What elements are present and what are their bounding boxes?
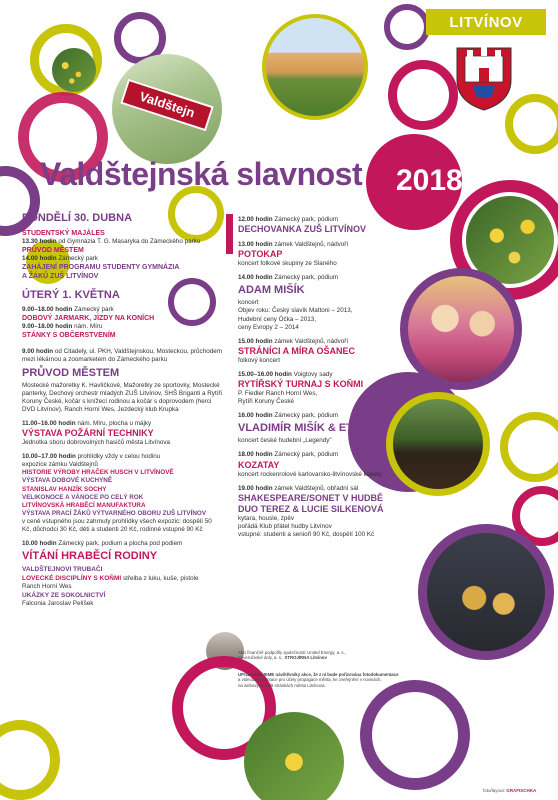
event-title: RYTÍŘSKÝ TURNAJ S KOŇMI [238,379,364,390]
event-place: Zámecký park, pódium [274,451,339,459]
page-title: Valdštejnská slavnost [40,156,363,192]
event-dechovanka [238,216,416,235]
event-turnaj [238,371,416,406]
event-title: STRÁNÍCI A MÍRA OŠANEC [238,345,355,356]
year-label: 2018 [396,164,463,197]
event-title: DOBOVÝ JARMARK, JÍZDY NA KONÍCH [22,315,155,323]
exhibit-item: HISTORIE VÝROBY HRAČEK HUSCH V LITVÍNOVĚ [22,469,174,477]
decor-ring-pink-large [388,60,458,130]
event-description: koncert rockenrolové karlovarsko-litvínovské kapely [238,470,382,478]
event-description: Mostecké mažoretky K. Havlíčkové, Mažoretky ze sportovky, Mostecké panterky, Dechový orchestr mladých ZUŠ Litvínov, SHŠ Briganti a Rytíři Koruny České, kočár s knížecí rodinou a kočár s doprovodem (herci DVD Litvínov), Ranch Horní Wes, Jezdecký klub Krupka [22,381,222,413]
event-description: Hudební ceny Óčka – 2013, [238,315,317,323]
event-place: zámek Valdštejnů, nádvoří [274,337,349,345]
event-title: ADAM MIŠÍK [238,284,305,297]
event-time: 14.00 hodin [22,255,57,263]
event-description: koncert české hudební „Legendy" [238,437,332,445]
event-description: v ceně vstupného jsou zahrnuty prohlídky všech expozic: dospělí 50 Kč, důchodci 30 Kč, děti a studenti 20 Kč, rodinné vstupné 90 Kč [22,517,212,533]
event-expozice [22,453,222,534]
exhibit-item: VÝSTAVA DOBOVÉ KUCHYNĚ [22,477,113,485]
decor-ring-purple-bottom [360,680,470,790]
event-place: nám. Míru [74,323,103,331]
event-time: 19.00 hodin [238,484,273,492]
street-sign-photo [112,54,222,164]
event-place: expozice zámku Valdštejnů [22,461,98,469]
event-description: kytara, housle, zpěv [238,514,295,522]
event-time: 15.00 hodin [238,337,273,345]
event-kozatay [238,451,416,478]
program-item-detail: střelba z luku, kuše, pistole [122,575,199,583]
event-time: 9.00 hodin [22,348,54,356]
event-place: Zámecký park [58,255,98,263]
event-description: pořádá Klub přátel hudby Litvínov [238,522,332,530]
brass-band-photo [418,524,554,660]
event-time: 9.00–18.00 hodin [22,306,73,314]
city-badge: LITVÍNOV [426,9,546,35]
event-place: Zámecký park, pódium [274,412,339,420]
photo-credit [483,788,536,793]
event-subtitle: A ŽÁKŮ ZUŠ LITVÍNOV [22,273,99,281]
credit-name: GRAFISCHKA [506,788,537,793]
event-time: 13.00 hodin [238,241,273,249]
event-place: od Gymnázia T. G. Masaryka do Zámeckého parku [58,238,201,245]
event-description: Rytíři Koruny České [238,398,294,406]
event-majales [22,229,222,281]
event-potokap [238,241,416,268]
event-description: koncert [238,299,259,307]
notice-line: UPOZORŇUJEME návštěvníky akce, že z ní bude pořizována fotodokumentace [238,672,399,677]
event-vitani [22,540,222,608]
event-place: Zámecký park, pódium [274,274,339,282]
credit-label: foto/layout: [483,788,506,793]
day-heading-monday: PONDĚLÍ 30. DUBNA [22,212,133,224]
photo-notice [238,672,410,688]
city-coat-of-arms-icon [453,42,515,112]
noble-couple-photo [400,268,522,390]
event-title: STUDENTSKÝ MAJÁLES [22,230,105,237]
event-time: 10.00–17.00 hodin [22,453,76,461]
event-place: Zámecký park, podium a plocha pod podiem [58,540,183,548]
event-time: 12.00 hodin [238,216,273,223]
decor-ring-purple-right [384,4,430,50]
event-place: prohlídky vždy v celou hodinu [77,453,161,461]
program-item: UKÁZKY ZE SOKOLNICTVÍ [22,592,106,600]
event-place: Voigtovy sady [293,370,333,378]
left-program-column [22,212,222,614]
flowers-photo-bottom [244,712,344,800]
event-title: DUO TEREZ & LUCIE SILKENOVÁ [238,503,384,514]
exhibit-item: STANISLAV HANZÍK SOCHY [22,485,107,493]
event-time: 18.00 hodin [238,451,273,459]
event-place: Zámecký park, pódium [274,216,339,223]
event-place: Zámecký park [74,306,114,314]
event-time: 16.00 hodin [238,412,273,420]
event-description: Jednotka sboru dobrovolných hasičů města Litvínova [22,439,171,447]
event-place: zámek Valdštejnů, obřadní sál [274,484,359,492]
event-title: DECHOVANKA ZUŠ LITVÍNOV [238,224,367,235]
exhibit-item: LITVÍNOVSKÁ HRABĚCÍ MANUFAKTURA [22,501,146,509]
event-description: Objev roku: Český slavík Mattoni – 2013, [238,307,353,315]
sign-board: Valdštejn [120,79,214,132]
event-title: VÝSTAVA POŽÁRNÍ TECHNIKY [22,428,154,439]
event-stranici [238,338,416,365]
program-item-detail: Falconia Jaroslav Pelíšek [22,600,94,608]
event-title: VÍTÁNÍ HRABĚCÍ RODINY [22,550,158,563]
event-title: POTOKAP [238,249,283,260]
sponsors-note [238,650,408,661]
decor-ring-olive-bottom [0,720,60,800]
event-adam-misik [238,274,416,331]
event-vladimir-misik [238,412,416,445]
event-time: 14.00 hodin [238,274,273,282]
event-time: 9.00–18.00 hodin [22,323,73,331]
exhibit-item: VELIKONOCE A VÁNOCE PO CELÝ ROK [22,493,144,501]
event-title: PRŮVOD MĚSTEM [22,247,84,255]
column-accent-bar [226,214,233,254]
sponsor-name: STROJÍRNA Litvínov [284,655,327,661]
event-subtitle: ZAHÁJENÍ PROGRAMU STUDENTY GYMNÁZIA [22,264,180,272]
day-heading-tuesday: ÚTERÝ 1. KVĚTNA [22,289,120,302]
sponsor-line: Severočeské doly, a. s., [238,655,284,661]
exhibit-item: VÝSTAVA PRACÍ ŽÁKŮ VÝTVARNÉHO OBORU ZUŠ LITVÍNOV [22,509,207,517]
event-description: folkový koncert [238,356,280,364]
program-item-detail: Ranch Horní Wes [22,583,72,591]
event-shakespeare [238,485,416,539]
event-time: 15.00–16.00 hodin [238,370,292,378]
event-place: nám. Míru, plocha u májky [77,419,152,427]
event-hasici [22,420,222,447]
program-item: VALDŠTEJNOVI TRUBAČI [22,566,103,574]
event-jarmark [22,306,222,340]
notice-line: a videodokumentace pro účely propagace města, ke zveřejnění v novinách, [238,677,382,683]
event-description: ceny Evropy 2 – 2014 [238,323,299,331]
event-pruvod [22,348,222,414]
decor-ring-olive-right-2 [500,412,558,482]
sponsor-line: Akci finančně podpořily společnosti: United Energy, a. s., [238,650,346,655]
event-title: VLADIMÍR MIŠÍK & ETC [238,422,361,435]
event-place: od Citadely, ul. PKH, Valdštejnskou, Mosteckou, průchodem mezi lékárnou a zoomarketem do Zámeckého parku [22,348,222,364]
event-title: STÁNKY S OBČERSTVENÍM [22,332,116,340]
event-description: koncert folkové skupiny ze Slaného [238,260,337,268]
event-title: PRŮVOD MĚSTEM [22,366,120,379]
right-program-column [238,216,416,545]
event-time: 10.00 hodin [22,540,57,548]
event-title: SHAKESPEARE/SONET V HUDBĚ [238,492,384,503]
event-title: KOZATAY [238,459,280,470]
event-time: 13.30 hodin [22,238,57,245]
event-description: vstupné: studenti a senioři 90 Kč, dospělí 100 Kč [238,530,375,538]
event-time: 11.00–16.00 hodin [22,419,76,427]
program-item: LOVECKÉ DISCIPLÍNY S KOŇMI [22,575,122,583]
event-place: zámek Valdštejnů, nádvoří [274,241,349,249]
event-description: P. Fiedler Ranch Horní Wes, [238,390,318,398]
castle-park-photo [262,14,368,120]
notice-line: na webových a FB stránkách města Litvínova. [238,682,326,688]
flowers-photo-top-left [52,48,96,92]
